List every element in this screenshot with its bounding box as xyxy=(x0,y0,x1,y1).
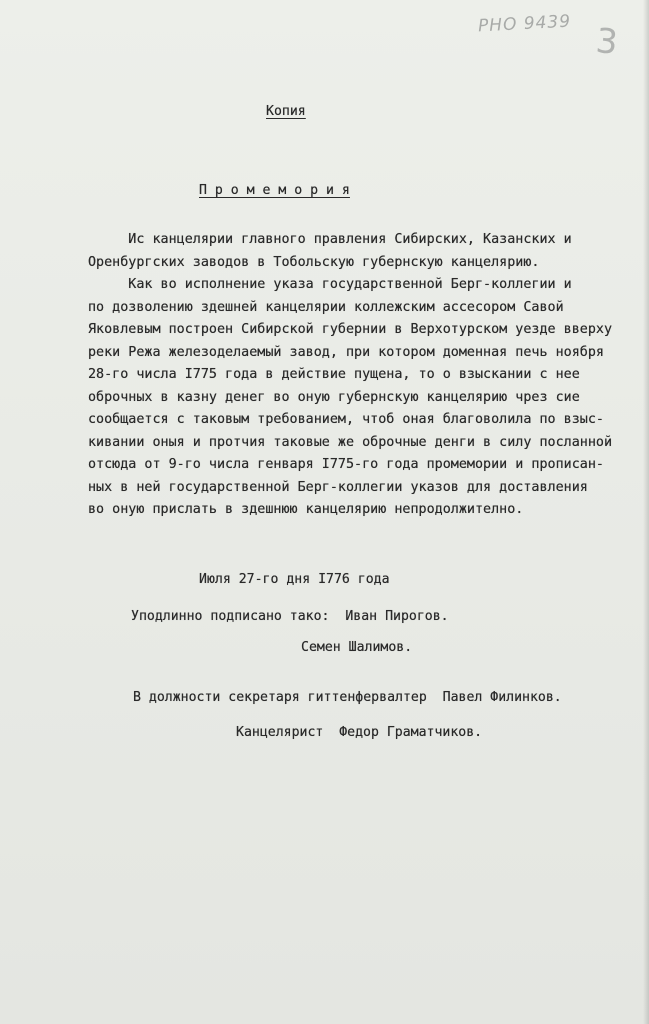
body-line: ных в ней государственной Берг-коллегии указов для доставления xyxy=(88,479,588,495)
body-line: кивании оныя и протчия таковые же оброчные денги в силу посланной xyxy=(88,434,613,450)
body-line: Ис канцелярии главного правления Сибирских, Казанских и xyxy=(88,232,572,247)
signed-line: Уподлинно подписано тако: Иван Пирогов. xyxy=(131,609,449,624)
clerk-line: Канцелярист Федор Граматчиков. xyxy=(236,725,483,740)
document-body xyxy=(88,229,612,522)
copy-label: Копия xyxy=(266,104,306,119)
page-edge-shadow xyxy=(643,0,649,1024)
body-line: Как во исполнение указа государственной Берг-коллегии и xyxy=(88,277,572,292)
secretary-line: В должности секретаря гиттенфервалтер Павел Филинков. xyxy=(133,690,562,705)
body-line: Оренбургских заводов в Тобольскую губернскую канцелярию. xyxy=(88,254,540,270)
body-line: отсюда от 9-го числа генваря І775-го года промемории и прописан- xyxy=(88,457,604,472)
body-line: сообщается с таковым требованием, чтоб оная благоволила по взыс- xyxy=(88,412,604,427)
page-number: 3 xyxy=(593,20,620,64)
second-signer: Семен Шалимов. xyxy=(301,640,413,655)
body-line: во оную прислать в здешнюю канцелярию непродолжително. xyxy=(88,502,524,517)
document-title: П р о м е м о р и я xyxy=(199,183,350,198)
body-line: 28-го числа І775 года в действие пущена, то о взыскании с нее xyxy=(88,367,580,382)
body-line: оброчных в казну денег во оную губернскую канцелярию чрез сие xyxy=(88,389,580,405)
archive-reference-mark: РНО 9439 xyxy=(477,11,572,37)
body-line: реки Режа железоделаемый завод, при котором доменная печь ноября xyxy=(88,344,604,360)
date-line: Июля 27-го дня І776 года xyxy=(199,572,390,587)
body-line: по дозволению здешней канцелярии коллежским ассесором Савой xyxy=(88,299,564,315)
body-line: Яковлевым построен Сибирской губернии в Верхотурском уезде вверху xyxy=(88,322,613,337)
